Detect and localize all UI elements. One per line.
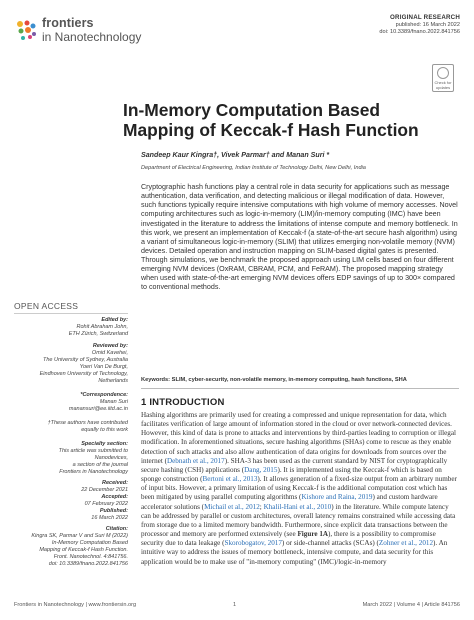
article-kind: ORIGINAL RESEARCH <box>390 14 460 21</box>
footer-issue: March 2022 | Volume 4 | Article 841756 <box>362 602 460 608</box>
authors: Sandeep Kaur Kingra†, Vivek Parmar† and Manan Suri * <box>141 151 330 159</box>
citation-link[interactable]: Kishore and Raina, 2019 <box>301 493 373 502</box>
open-access-label: OPEN ACCESS <box>14 301 79 311</box>
reviewers-block: Reviewed by: Omid Kavehei, The University of Sydney, Australia Yoeri Van De Burgt, Eindhoven University of Technology, Netherlands <box>39 343 128 385</box>
article-title: In-Memory Computation Based Mapping of Keccak-f Hash Function <box>123 100 419 140</box>
journal-brand: frontiers <box>42 16 94 30</box>
keywords-label: Keywords: <box>141 377 171 383</box>
editor-block: Edited by: Rohit Abraham John, ETH Zürich, Switzerland <box>68 317 128 338</box>
sidebar-divider <box>14 313 128 314</box>
divider <box>141 388 459 389</box>
published-date: published: 16 March 2022 <box>395 21 460 28</box>
citation-link[interactable]: Debnath et al., 2017 <box>166 456 225 465</box>
figure-link[interactable]: Figure 1A <box>297 530 329 539</box>
citation-link[interactable]: Khalil-Hani et al., 2010 <box>263 502 332 511</box>
citation-block: Citation: Kingra SK, Parmar V and Suri M (2022) In-Memory Computation Based Mapping of Keccak-f Hash Function. Front. Nanotechnol. 4:841756. doi: 10.3389/fnano.2022.841756 <box>31 526 128 568</box>
update-icon <box>437 67 449 79</box>
dates-block: Received: 22 December 2021 Accepted: 07 February 2022 Published: 16 March 2022 <box>81 480 128 522</box>
doi[interactable]: doi: 10.3389/fnano.2022.841756 <box>379 29 460 35</box>
abstract: Cryptographic hash functions play a central role in data security for applications such as message authentication, data verification, and detecting malicious or illegal modification of data. However, such functions typically require intensive computations with high volume of memory accesses. Novel computing architectures such as logic-in-memory (LIM)/in-memory computing (IMC) have been investigated in the literature to address the limitations of intense compute and memory bottleneck. In this work, we present an implementation of Keccak-f (a state-of-the-art secure hash algorithm) using a variant of simultaneous logic-in-memory (SLIM) that utilizes emerging non-volatile memory (NVM) devices. Detailed operation and instruction mapping on SLIM-based digital gates is presented. Through simulations, we benchmark the proposed approach using LIM cells based on four different emerging NVM devices (OxRAM, CBRAM, PCM, and FeRAM). The proposed mapping strategy when used with state-of-the-art emerging NVM devices offers EDP savings of up to 300× compared to conventional methods. <box>141 183 458 292</box>
citation-link[interactable]: Zohner et al., 2012 <box>378 539 434 548</box>
footer-journal[interactable]: Frontiers in Nanotechnology | www.frontiersin.org <box>14 602 137 608</box>
intro-paragraph: Hashing algorithms are primarily used for creating a compressed and unique representation for data, which facilitates verification of large amount of information stored in the cloud or over network-connected devices. However, this kind of data is prone to attacks and interventions by third-parties leading to corruption or illegal modification. In aforementioned situations, secure hashing algorithms (SHAs) come to rescue as they enable detection of such attacks and also allow authentication of data origins for downloads from sources over the internet (Debnath et al., 2017). SHA-3 has been used as the current standard by NIST for cryptographically secure hashing (CSH) applications (Dang, 2015). It is implemented using the Keccak-f which is based on sponge construction (Bertoni et al., 2013). It allows generation of a fixed-size output from an arbitrary number of input bits. However, a primary limitation of using Keccak-f is the additional computation cost which has been mitigated by using parallel computing algorithms (Kishore and Raina, 2019) and custom hardware accelerator solutions (Michail et al., 2012; Khalil-Hani et al., 2010) in the literature. While compute latency can be addressed by parallel or custom architectures, overall latency remains constrained while accessing data from storage due to a limited memory bandwidth. Furthermore, since explicit data transactions between the processor and memory are performed extensively (see Figure 1A), there is a possibility to compromise security due to data leakage (Skorobogatov, 2017) or side-channel attacks (SCAs) (Zohner et al., 2012). An intuitive way to address the issues of memory bottleneck, intensive compute, and data security for this application would be to make use of "in-memory computing" (IMC)/logic-in-memory <box>141 411 457 566</box>
frontiers-logo-icon <box>14 18 38 42</box>
affiliation: Department of Electrical Engineering, Indian Institute of Technology Delhi, New Delhi, India <box>141 165 366 171</box>
citation-link[interactable]: Michail et al., 2012 <box>204 502 260 511</box>
check-updates-badge[interactable]: Check for updates <box>432 64 454 92</box>
section-heading: 1 INTRODUCTION <box>141 397 225 408</box>
equal-contribution-note: †These authors have contributed equally to this work <box>47 420 128 434</box>
citation-link[interactable]: Dang, 2015 <box>244 465 278 474</box>
citation-link[interactable]: Skorobogatov, 2017 <box>224 539 282 548</box>
keywords-list: SLIM, cyber-security, non-volatile memory, in-memory computing, hash functions, SHA <box>171 377 407 383</box>
page-number: 1 <box>233 602 237 608</box>
article-meta <box>379 14 460 37</box>
keywords <box>141 377 459 383</box>
correspondence-block: *Correspondence: Manan Suri manansuri@ee.iitd.ac.in <box>8 392 128 413</box>
citation-link[interactable]: Bertoni et al., 2013 <box>202 475 258 484</box>
corr-email[interactable]: manansuri@ee.iitd.ac.in <box>68 406 128 413</box>
specialty-block: Specialty section: This article was submitted to Nanodevices, a section of the journal Frontiers in Nanotechnology <box>58 441 128 476</box>
journal-name: in Nanotechnology <box>42 30 142 44</box>
